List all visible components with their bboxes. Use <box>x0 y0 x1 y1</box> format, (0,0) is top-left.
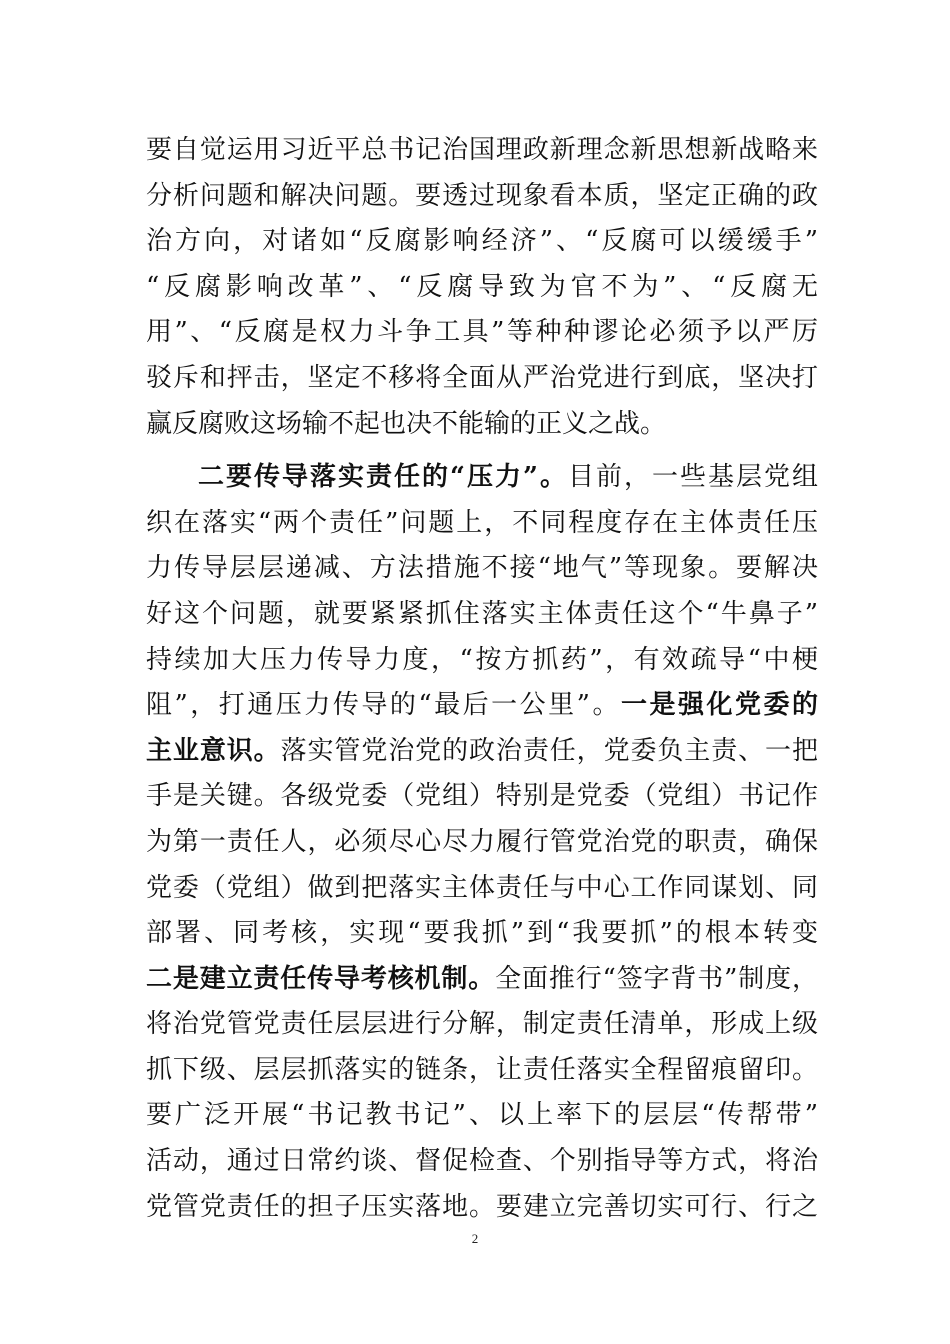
text-line: 分析问题和解决问题。要透过现象看本质，坚定正确的政 <box>146 180 818 211</box>
text-line: 为第一责任人，必须尽心尽力履行管党治党的职责，确保 <box>146 826 818 857</box>
text-line: 部署、同考核，实现“要我抓”到“我要抓”的根本转变 <box>146 918 818 949</box>
text-run: 全面推行“签字背书”制度， <box>495 963 818 994</box>
text-line: 好这个问题，就要紧紧抓住落实主体责任这个“牛鼻子” <box>146 598 818 629</box>
text-line: 持续加大压力传导力度，“按方抓药”，有效疏导“中梗 <box>146 644 818 675</box>
text-run: 阻”，打通压力传导的“最后一公里”。 <box>146 690 621 721</box>
text-line: 用”、“反腐是权力斗争工具”等种种谬论必须予以严厉 <box>146 317 818 348</box>
text-line: “反腐影响改革”、“反腐导致为官不为”、“反腐无 <box>146 271 818 302</box>
text-line: 将治党管党责任层层进行分解，制定责任清单，形成上级 <box>146 1009 818 1040</box>
text-line: 赢反腐败这场输不起也决不能输的正义之战。 <box>146 408 667 439</box>
section-heading: 二要传导落实责任的“压力”。 <box>198 462 568 493</box>
subheading-run: 主业意识。 <box>146 735 281 766</box>
text-line <box>146 683 818 729</box>
text-line: 力传导层层递减、方法措施不接“地气”等现象。要解决 <box>146 553 818 584</box>
text-line <box>146 729 818 775</box>
page-number: 2 <box>471 1231 479 1246</box>
subheading-run: 二是建立责任传导考核机制。 <box>146 963 496 994</box>
text-run: 落实管党治党的政治责任，党委负主责、一把 <box>280 735 818 766</box>
text-line: 要自觉运用习近平总书记治国理政新理念新思想新战略来 <box>146 135 818 165</box>
text-line <box>146 957 818 1003</box>
text-line: 要广泛开展“书记教书记”、以上率下的层层“传帮带” <box>146 1100 818 1131</box>
text-line: 手是关键。各级党委（党组）特别是党委（党组）书记作 <box>146 781 818 812</box>
subheading-run: 一是强化党委的 <box>620 690 818 721</box>
text-line: 党委（党组）做到把落实主体责任与中心工作同谋划、同 <box>146 872 818 903</box>
paragraph-heading-line <box>146 455 818 501</box>
text-line: 活动，通过日常约谈、督促检查、个别指导等方式，将治 <box>146 1146 818 1177</box>
text-line: 抓下级、层层抓落实的链条，让责任落实全程留痕留印。 <box>146 1054 818 1085</box>
text-line: 治方向，对诸如“反腐影响经济”、“反腐可以缓缓手” <box>146 226 818 257</box>
text-line: 党管党责任的担子压实落地。要建立完善切实可行、行之 <box>146 1191 818 1222</box>
body-text <box>146 128 818 1230</box>
text-line: 驳斥和抨击，坚定不移将全面从严治党进行到底，坚决打 <box>146 362 818 393</box>
text-run: 目前，一些基层党组 <box>567 462 818 493</box>
text-line: 织在落实“两个责任”问题上，不同程度存在主体责任压 <box>146 507 818 538</box>
